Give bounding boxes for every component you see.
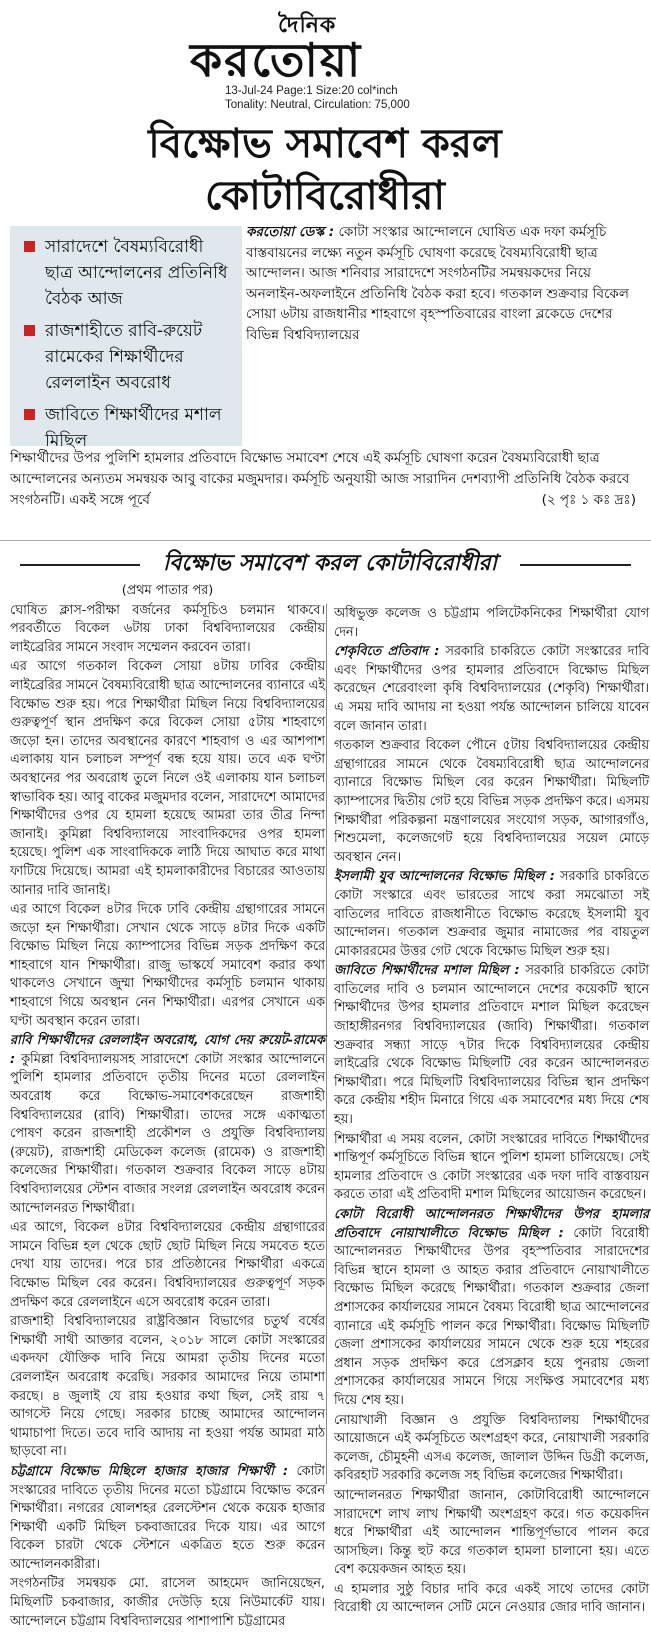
paragraph-text: সরকারি চাকরিতে কোটা সংস্কারে এবং ভারতের সাথে করা সমঝোতা সই বাতিলের দাবিতে রাজধানীতে বিক্ষোভ করেছে ইসলামী যুব আন্দোলন। গতকাল শুক্রবার জুমার নামাজের পর বায়তুল মোকাররমের উত্তর গেট থেকে বিক্ষোভ মিছিল শুরু হয়। [334,869,649,959]
paragraph-text: গতকাল শুক্রবার বিকেল পৌনে ৫টায় বিশ্ববিদ্যালয়ের কেন্দ্রীয় গ্রন্থাগারের সামনে থেকে বৈষম্যবিরোধী ছাত্র আন্দোলনের ব্যানারে বিক্ষোভ মিছিল বের করেন শিক্ষার্থীরা। মিছিলটি ক্যাম্পাসের দ্বিতীয় গেট হয়ে বিভিন্ন সড়ক প্রদক্ষিণ করে। এসময় শিক্ষার্থীরা পরিকল্পনা মন্ত্রণালয়ের সংযোগ সড়ক, আগারগাঁও, শিশুমেলা, কলেজগেট হয়ে বিশ্ববিদ্যালয়ের সয়েল মোড়ে অবস্থান নেন। [334,738,649,865]
square-bullet-icon [24,241,35,252]
banner-rule-left [20,564,140,566]
paragraph-text: আন্দোলনরত শিক্ষার্থীরা জানান, কোটাবিরোধী আন্দোলনে সারাদেশে লাখ লাখ শিক্ষার্থী অংশগ্রহণ করে। গত কয়েকদিন ধরে শিক্ষার্থীরা এই আন্দোলন শান্তিপূর্ণভাবে পালন করে আসছিল। কিন্তু হুট করে গতকাল হামলা চালানো হয়। এতে বেশ কয়েকজন আহত হয়। [334,1487,649,1578]
intro-text: কোটা সংস্কার আন্দোলনে ঘোষিত এক দফা কর্মসূচি বাস্তবায়নের লক্ষ্যে নতুন কর্মসূচি ঘোষণা করেছে বৈষম্যবিরোধী ছাত্র আন্দোলন। আজ শনিবার সারাদেশে সংগঠনটির সমন্বয়কদের নিয়ে অনলাইন-অফলাইনে প্রতিনিধি বৈঠক করা হবে। গতকাল শুক্রবার বিকেল সোয়া ৬টায় রাজধানীর শাহবাগে বৃহস্পতিবারের বাংলা ব্লকেডে দেশের বিভিন্ন বিশ্ববিদ্যালয়ের [246,224,629,343]
paragraph [334,1131,649,1205]
subheading: চট্টগ্রামে বিক্ষোভ মিছিলে হাজার হাজার শিক্ষার্থী : [10,1463,288,1479]
paragraph [334,1581,649,1618]
paragraph [10,602,325,658]
paragraph [10,1032,325,1218]
meta-date-size: 13-Jul-24 Page:1 Size:20 col*inch [225,85,398,97]
intro-full-text: শিক্ষার্থীদের উপর পুলিশি হামলার প্রতিবাদে বিক্ষোভ সমাবেশ শেষে এই কর্মসূচি ঘোষণা করেন বৈষম্যবিরোধী ছাত্র আন্দোলনের অন্যতম সমন্বয়ক আবু বাকের মজুমদার। কর্মসূচি অনুযায়ী আজ সারাদিন দেশব্যাপী প্রতিনিধি বৈঠক করবে সংগঠনটি। একই সঙ্গে পূর্বে [10,450,630,508]
paragraph [334,868,649,961]
deck-item-text: জাবিতে শিক্ষার্থীদের মশাল মিছিল [45,405,222,451]
section-divider [0,540,651,541]
paragraph [334,737,649,867]
subheading: কোটা বিরোধী আন্দোলনরত শিক্ষার্থীদের উপর হামলার প্রতিবাদে নোয়াখালীতে বিক্ষোভ মিছিল : [334,1207,649,1241]
deck-item [18,318,234,396]
paragraph [334,643,649,736]
paragraph [10,1313,325,1462]
left-column [10,582,325,1632]
paragraph [10,1463,325,1575]
subheading: জাবিতে শিক্ষার্থীদের মশাল মিছিল : [334,963,520,979]
subheading: রাবি শিক্ষার্থীদের রেললাইন অবরোধ, যোগ দেয় রুয়েট-রামেক : [10,1033,325,1067]
paragraph-text: সংগঠনটির সমন্বয়ক মো. রাসেল আহমেদ জানিয়েছেন, মিছিলটি চকবাজার, কাজীর দেউড়ি হয়ে নিউমার্কেট যায়। আন্দোলনে চট্টগ্রাম বিশ্ববিদ্যালয়ের পাশাপাশি চট্টগ্রামের [10,1576,325,1629]
headline-line-2: কোটাবিরোধীরা [204,172,446,219]
paragraph-text: অধিভুক্ত কলেজ ও চট্টগ্রাম পলিটেকনিকের শিক্ষার্থীরা যোগ দেন। [334,606,649,640]
paragraph [334,1206,649,1411]
continuation-banner [20,548,631,582]
masthead-newspaper-name: করতোয়া [190,33,363,87]
paragraph [10,658,325,900]
masthead-small-title: দৈনিক [278,13,337,38]
meta-tonality: Tonality: Neutral, Circulation: 75,000 [225,99,410,111]
headline [20,118,630,222]
paragraph [334,962,649,1129]
paragraph-text: শিক্ষার্থীরা এ সময় বলেন, কোটা সংস্কারের দাবিতে শিক্ষার্থীদের শান্তিপূর্ণ কর্মসূচিতে বিভিন্ন স্থানে পুলিশ হামলা চালিয়েছে। সেই হামলার প্রতিবাদে ও কোটা সংস্কারের এক দফা দাবি বাস্তবায়ন করতে তারা এই প্রতিবাদী মশাল মিছিলের আয়োজন করেছেন। [334,1131,649,1203]
paragraph-text: কোটা সংস্কারের দাবিতে তৃতীয় দিনের মতো চট্টগ্রামে বিক্ষোভ করেন শিক্ষার্থীরা। নগরের ষোলশহর রেলস্টেশন থেকে কয়েক হাজার শিক্ষার্থী একটি মিছিল চকবাজারের দিকে যায়। এর আগে বিকেল চারটা থেকে স্টেশনে একত্রিত হতে শুরু করেন আন্দোলনকারীরা। [10,1463,325,1572]
clipping-meta [225,84,465,112]
paragraph-text: সরকারি চাকরিতে কোটা বাতিলের দাবি ও চলমান আন্দোলনে দেশের কয়েকটি স্থানে শিক্ষার্থীদের উপর হামলার প্রতিবাদে মশাল মিছিল করেছেন জাহাঙ্গীরনগর বিশ্ববিদ্যালয়ের (জাবি) শিক্ষার্থীরা। গতকাল শুক্রবার সন্ধ্যা সাড়ে ৭টার দিকে বিশ্ববিদ্যালয়ের কেন্দ্রীয় লাইব্রেরি থেকে বিক্ষোভ মিছিলটি বের করেন আন্দোলনরত শিক্ষার্থীরা। পরে মিছিলটি বিশ্ববিদ্যালয়ের বিভিন্ন স্থান প্রদক্ষিণ করে কেন্দ্রীয় শহীদ মিনারে গিয়ে এক সমাবেশের মধ্য দিয়ে শেষ হয়। [334,963,649,1128]
masthead [0,0,651,92]
intro-continued [10,448,636,511]
headline-line-1: বিক্ষোভ সমাবেশ করল [148,120,502,167]
paragraph [334,1487,649,1580]
paragraph [334,1412,649,1486]
banner-rule-right [520,564,631,566]
square-bullet-icon [24,325,35,336]
paragraph-text: নোয়াখালী বিজ্ঞান ও প্রযুক্তি বিশ্ববিদ্যালয় শিক্ষার্থীদের আয়োজনে এই কর্মসূচিতে অংশগ্রহণ করে, নোয়াখালী সরকারি কলেজ, চৌমুহনী এসএ কলেজ, জালাল উদ্দিন ডিগ্রী কলেজ, কবিরহাট সরকারি কলেজ সহ বিভিন্ন কলেজের শিক্ষার্থীরা। [334,1412,649,1484]
continuation-title: বিক্ষোভ সমাবেশ করল কোটাবিরোধীরা [140,548,520,580]
paragraph-text: এ হামলার সুষ্ঠু বিচার দাবি করে একই সাথে তাদের কোটা বিরোধী যে আন্দোলন সেটি মেনে নেওয়ার জোর দাবি জানান। [334,1581,649,1616]
jump-reference: (২ পৃঃ ১ কঃ দ্রঃ) [541,492,636,508]
deck-item [18,234,234,312]
right-column [334,605,649,1619]
byline: করতোয়া ডেস্ক : [246,224,335,240]
deck-item-text: সারাদেশে বৈষম্যবিরোধী ছাত্র আন্দোলনের প্রতিনিধি বৈঠক আজ [45,237,228,309]
paragraph [10,1575,325,1631]
deck-box [10,226,242,451]
paragraph-text: কুমিল্লা বিশ্ববিদ্যালয়সহ সারাদেশে কোটা সংস্কার আন্দোলনে পুলিশি হামলার প্রতিবাদে তৃতীয় দিনের মতো রেললাইন অবরোধ করে বিক্ষোভ-সমাবেশকরেছেন রাজশাহী বিশ্ববিদ্যালয়ের (রাবি) শিক্ষার্থীরা। তাদের সঙ্গে একাত্মতা পোষণ করেন রাজশাহী প্রকৌশল ও প্রযুক্তি বিশ্ববিদ্যালয় (রুয়েট), রাজশাহী মেডিকেল কলেজ (রামেক) ও রাজশাহী কলেজের শিক্ষার্থীরা। গতকাল শুক্রবার বিকেল সাড়ে ৪টায় বিশ্ববিদ্যালয়ের স্টেশন বাজার সংলগ্ন রেললাইন অবরোধ করেন আন্দোলনরত শিক্ষার্থীরা। [10,1051,325,1216]
paragraph [10,901,325,1031]
paragraph-text: এর আগে বিকেল ৪টার দিকে ঢাবি কেন্দ্রীয় গ্রন্থাগারের সামনে জড়ো হন শিক্ষার্থীরা। সেখান থেকে সাড়ে ৪টার দিকে একটি বিক্ষোভ মিছিল নিয়ে ক্যাম্পাসের বিভিন্ন সড়ক প্রদক্ষিণ করে শাহবাগে যান শিক্ষার্থীরা। রাজু ভাস্কর্যে সমাবেশ করার কথা থাকলেও সেখানে জুম্মা শিক্ষার্থীদের কর্মসূচি চলমান থাকায় শাহবাগে গিয়ে অবস্থান নেন শিক্ষার্থীরা। এরপর সেখানে এক ঘণ্টা অবস্থান করেন তারা। [10,902,325,1029]
paragraph [10,1219,325,1312]
paragraph-text: এর আগে গতকাল বিকেল সোয়া ৪টায় ঢাবির কেন্দ্রীয় লাইব্রেরির সামনে বৈষম্যবিরোধী ছাত্র আন্দোলনের ব্যানারে এই বিক্ষোভ শুরু হয়। পরে শিক্ষার্থীরা মিছিল নিয়ে বিশ্ববিদ্যালয়ের গুরুত্বপূর্ণ স্থান প্রদক্ষিণ করে বিকেল সোয়া ৫টায় শাহবাগে জড়ো হন। তাদের অবস্থানের কারণে শাহবাগ ও এর আশপাশ এলাকায় যান চলাচল সম্পূর্ণ বন্ধ হয়ে যায়। তবে এক ঘণ্টা অবস্থানের পর অবরোধ তুলে নিলে ওই এলাকায় যান চলাচল স্বাভাবিক হয়। আবু বাকের মজুমদার বলেন, সারাদেশে আমাদের শিক্ষার্থীদের ওপর যে হামলা হয়েছে আমরা তার তীব্র নিন্দা জানাই। কুমিল্লা বিশ্ববিদ্যালয়ে সাংবাদিকদের ওপর হামলা হয়েছে। পুলিশ এক সাংবাদিককে লাঠি দিয়ে আঘাত করে মাথা ফাটিয়ে দিয়েছে। আমরা এই হামলাকারীদের বিচারের আওতায় আনার দাবি জানাই। [10,659,325,898]
column-divider [326,604,327,1484]
paragraph-text: ঘোষিত ক্লাস-পরীক্ষা বর্জনের কর্মসূচিও চলমান থাকবে। পরবর্তীতে বিকেল ৬টায় ঢাকা বিশ্ববিদ্যালয়ের কেন্দ্রীয় লাইব্রেরির সামনে সংবাদ সম্মেলন করবেন তারা। [10,602,325,655]
intro-paragraph [246,222,636,345]
square-bullet-icon [24,409,35,420]
subheading: শেকৃবিতে প্রতিবাদ : [334,644,440,660]
subheading: ইসলামী যুব আন্দোলনের বিক্ষোভ মিছিল : [334,869,555,885]
from-page-note: (প্রথম পাতার পর) [121,583,214,598]
paragraph-text: রাজশাহী বিশ্ববিদ্যালয়ের রাষ্ট্রবিজ্ঞান বিভাগের চতুর্থ বর্ষের শিক্ষার্থী সাথী আক্তার বলেন, ২০১৮ সালে কোটা সংস্কারের একদফা যৌক্তিক দাবি নিয়ে আমরা তৃতীয় দিনের মতো রেললাইন অবরোধ করেছি। সরকার আমাদের নিয়ে তামাশা করছে। ৪ জুলাই যে রায় হওয়ার কথা ছিল, সেই রায় ৭ আগস্টে নিয়ে গেছে। সরকার চাচ্ছে আমাদের আন্দোলন থামাচাপা দিতে। তবে দাবি আদায় না হওয়া পর্যন্ত আমরা মাঠ ছাড়বো না। [10,1314,325,1460]
paragraph-text: সরকারি চাকরিতে কোটা সংস্কারের দাবি এবং শিক্ষার্থীদের ওপর হামলার প্রতিবাদে বিক্ষোভ মিছিল করেছেন শেরেবাংলা কৃষি বিশ্ববিদ্যালয়ের (শেকৃবি) শিক্ষার্থীরা। এ সময় দাবি আদায় না হওয়া পর্যন্ত আন্দোলন চালিয়ে যাবেন বলে জানান তারা। [334,644,649,734]
paragraph [334,605,649,642]
paragraph-text: কোটা বিরোধী আন্দোলনরত শিক্ষার্থীদের উপর বৃহস্পতিবার সারাদেশের বিভিন্ন স্থানে হামলা ও আহত করার প্রতিবাদে নোয়াখালীতে বিক্ষোভ মিছিল করেছে শিক্ষার্থীরা। গতকাল শুক্রবার জেলা প্রশাসকের কার্যালয়ের সামনে বৈষম্য বিরোধী ছাত্র আন্দোলনের ব্যানারে এই কর্মসূচি পালন করে শিক্ষার্থীরা। বিক্ষোভ মিছিলটি জেলা প্রশাসকের কার্যালয়ের সামনে থেকে শুরু হয়ে শহরের প্রধান সড়ক প্রদক্ষিণ করে প্রেসক্লাব হয়ে পুনরায় জেলা প্রশাসকের কার্যালয়ের সামনে গিয়ে সংক্ষিপ্ত সমাবেশের মধ্য দিয়ে শেষ হয়। [334,1225,649,1408]
deck-item-text: রাজশাহীতে রাবি-রুয়েট রামেকের শিক্ষার্থীদের রেললাইন অবরোধ [45,321,203,393]
paragraph-text: এর আগে, বিকেল ৪টার বিশ্ববিদ্যালয়ের কেন্দ্রীয় গ্রন্থাগারের সামনে বিভিন্ন হল থেকে ছোট ছোট মিছিল নিয়ে সমবেত হতে দেখা যায় তাদের। পরে চার প্রতিষ্ঠানের শিক্ষার্থীরা একত্রে বিক্ষোভ মিছিল বের করেন। বিশ্ববিদ্যালয়ের গুরুত্বপূর্ণ সড়ক প্রদক্ষিণ করে রেললাইনে এসে অবরোধ করেন তারা। [10,1220,325,1310]
deck-item [18,402,234,454]
